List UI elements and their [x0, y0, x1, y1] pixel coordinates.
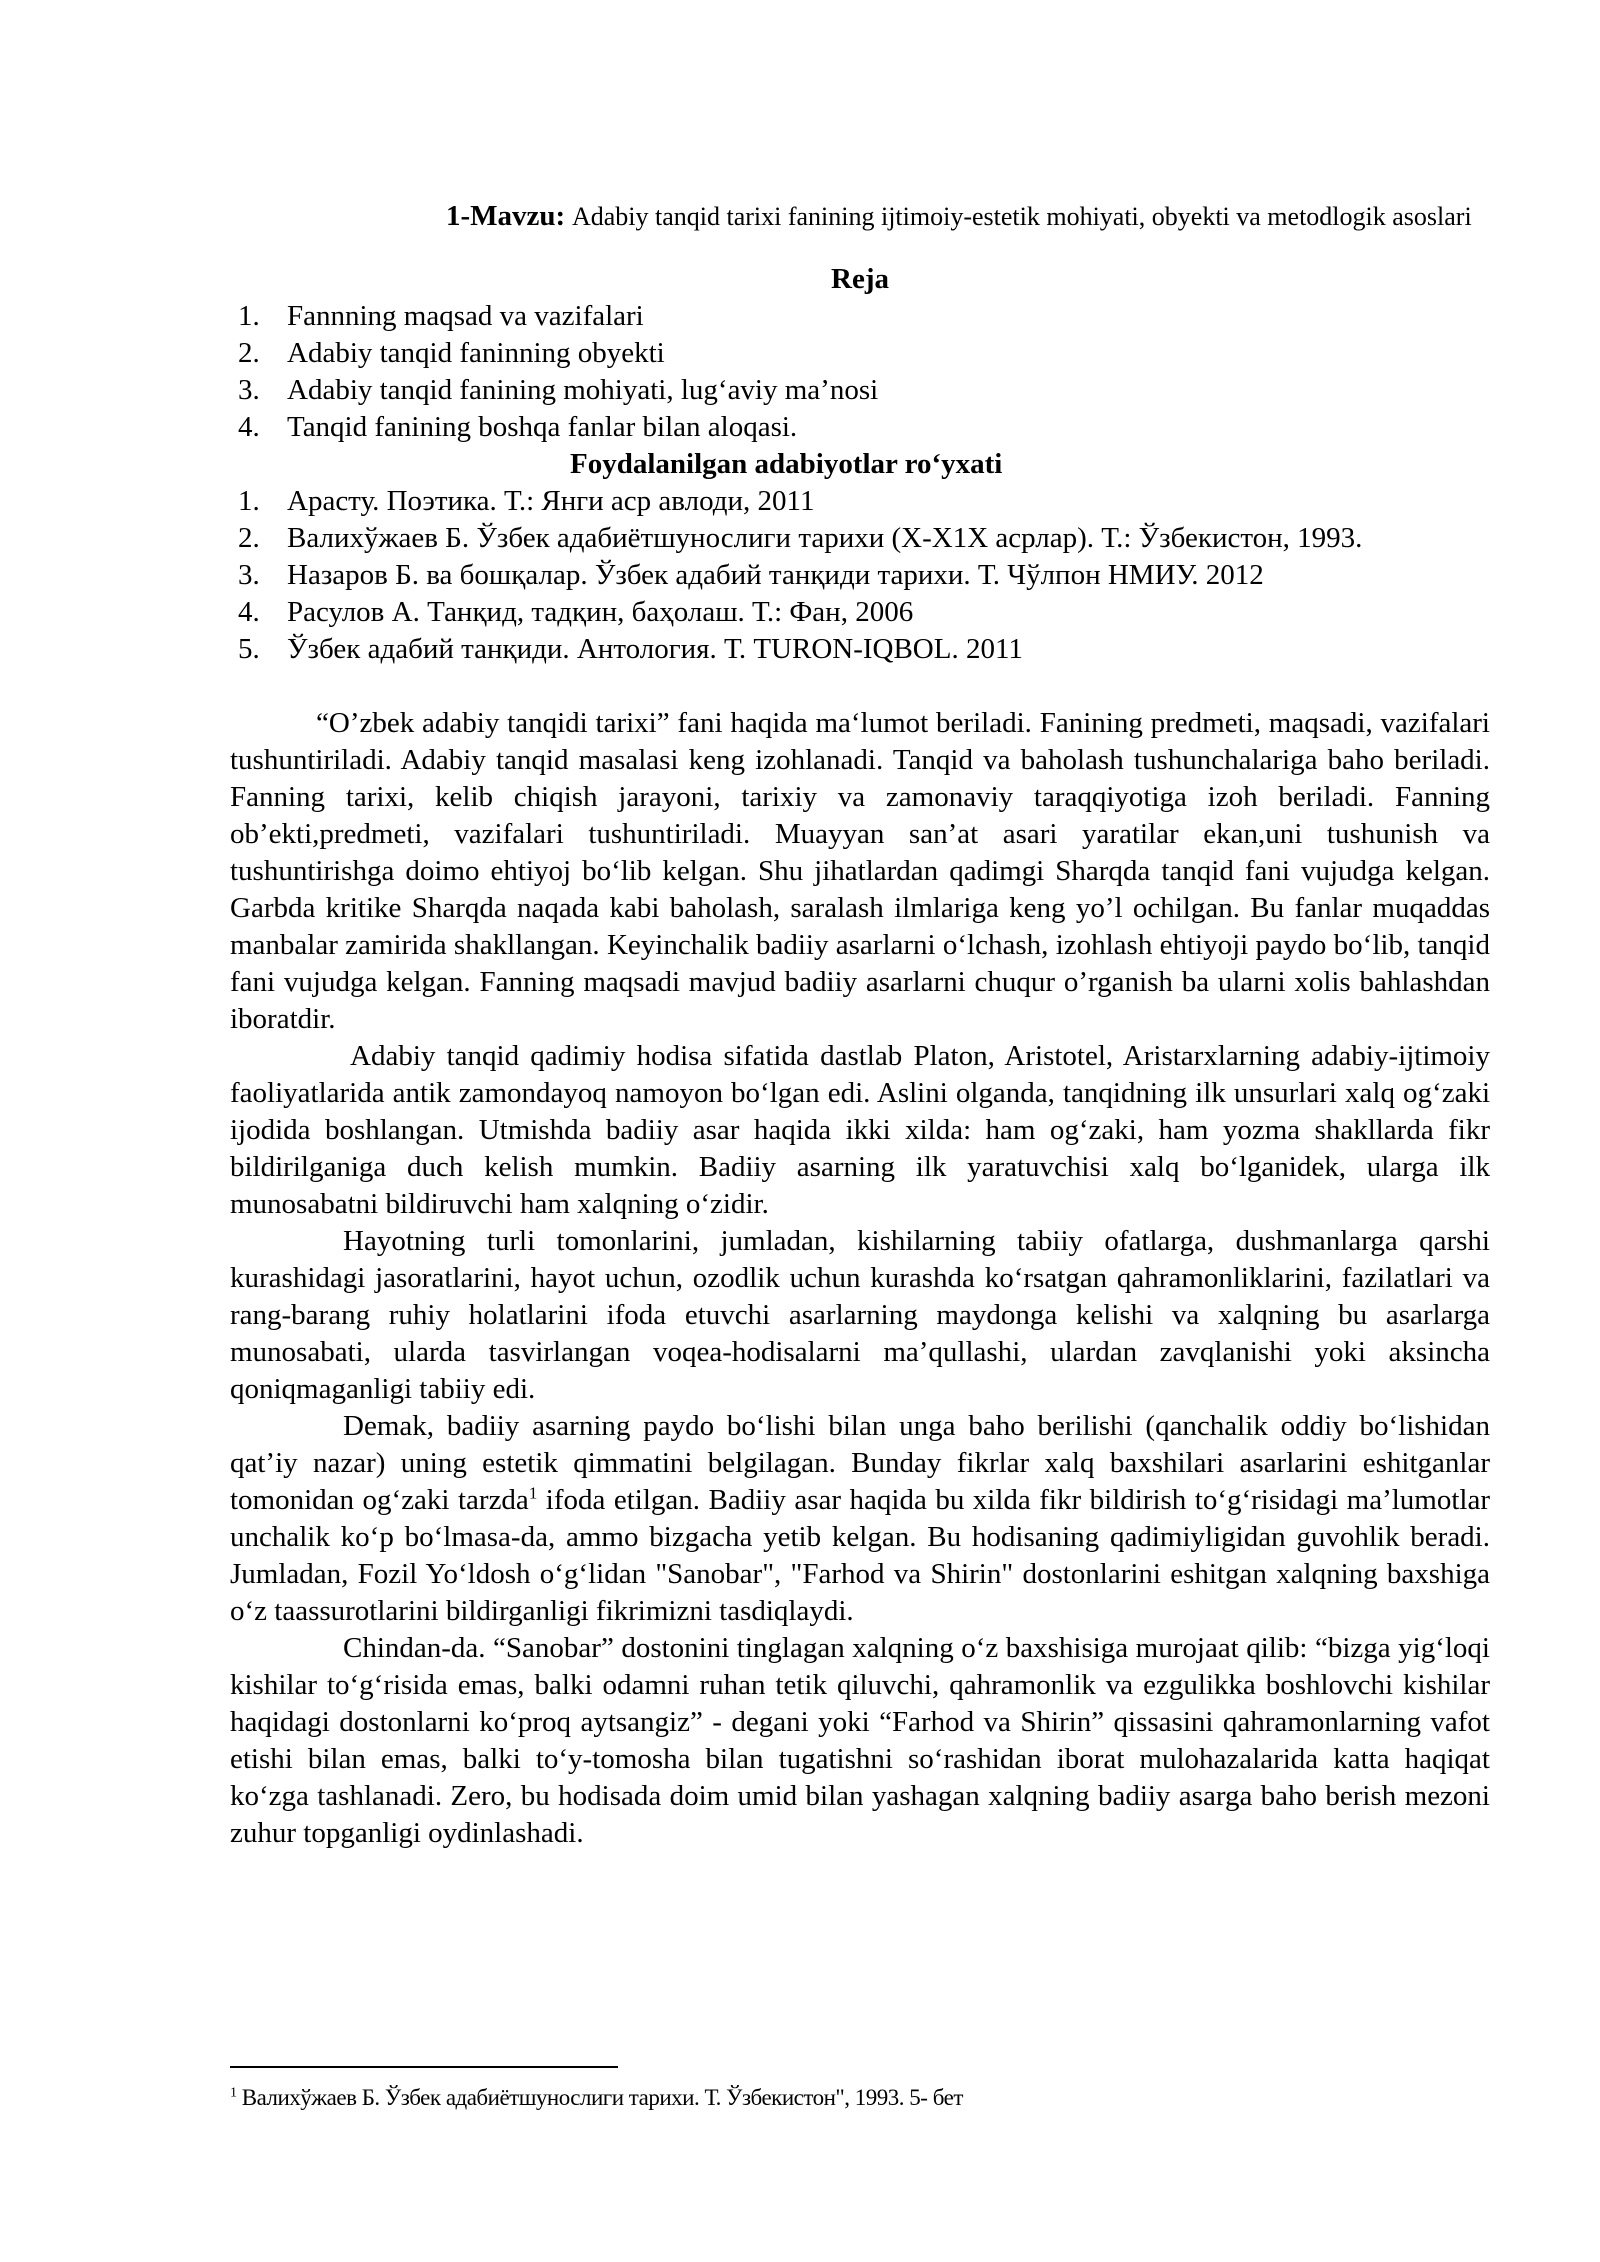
body-paragraph-3: Hayotning turli tomonlarini, jumladan, kishilarning tabiiy ofatlarga, dushmanlarga qarshi kurashidagi jasoratlarini, hayot uchun, ozodlik uchun kurashda ko‘rsatgan qahramonliklarini, fazilatlari va rang-barang ruhiy holatlarini ifoda etuvchi asarlarning maydonga kelishi va xalqning bu asarlarga munosabati, ularda tasvirlangan voqea-hodisalarni ma’qullashi, ulardan zavqlanishi yoki aksincha qoniqmaganligi tabiiy edi. — [230, 1225, 1490, 1405]
list-item-text: Ўзбек адабий танқиди. Антология. Т. TURON-IQBOL. 2011 — [287, 633, 1023, 665]
topic-subject: Adabiy tanqid tarixi fanining ijtimoiy-estetik mohiyati, obyekti va metodlogik asoslari — [571, 202, 1472, 231]
body-text — [230, 705, 1490, 1852]
list-item-number: 2. — [238, 337, 260, 369]
footnote-mark: 1 — [230, 2085, 237, 2101]
list-item — [230, 298, 1490, 335]
list-item — [230, 520, 1490, 557]
document-page — [230, 196, 1490, 1852]
body-paragraph-2: Adabiy tanqid qadimiy hodisa sifatida dastlab Platon, Aristotel, Aristarxlarning adabiy-ijtimoiy faoliyatlarida antik zamondayoq namoyon bo‘lgan edi. Aslini olganda, tanqidning ilk unsurlari xalq og‘zaki ijodida boshlangan. Utmishda badiiy asar haqida ikki xilda: ham og‘zaki, ham yozma shakllarda fikr bildirilganiga duch kelish mumkin. Badiiy asarning ilk yaratuvchisi xalq bo‘lganidek, ularga ilk munosabatni bildiruvchi ham xalqning o‘zidir. — [230, 1040, 1490, 1220]
plan-heading: Reja — [831, 263, 889, 295]
list-item — [230, 631, 1490, 668]
list-item-number: 1. — [238, 300, 260, 332]
footnote-divider — [230, 2066, 618, 2068]
topic-line — [230, 196, 1490, 237]
body-paragraph-1: “O’zbek adabiy tanqidi tarixi” fani haqida ma‘lumot beriladi. Fanining predmeti, maqsadi, vazifalari tushuntiriladi. Adabiy tanqid masalasi keng izohlanadi. Tanqid va baholash tushunchalariga baho beriladi. Fanning tarixi, kelib chiqish jarayoni, tarixiy va zamonaviy taraqqiyotiga izoh beriladi. Fanning ob’ekti,predmeti, vazifalari tushuntiriladi. Muayyan san’at asari yaratilar ekan,uni tushunish va tushuntirishga doimo ehtiyoj bo‘lib kelgan. Shu jihatlardan qadimgi Sharqda tanqid fani vujudga kelgan. Garbda kritike Sharqda naqada kabi baholash, saralash ilmlariga keng yo’l ochilgan. Bu fanlar muqaddas manbalar zamirida shakllangan. Keyinchalik badiiy asarlarni o‘lchash, izohlash ehtiyoji paydo bo‘lib, tanqid fani vujudga kelgan. Fanning maqsadi mavjud badiiy asarlarni chuqur o’rganish ba ularni xolis bahlashdan iboratdir. — [230, 707, 1490, 1035]
list-item-number: 4. — [238, 411, 260, 443]
body-paragraph-4-text: Demak, badiiy asarning paydo bo‘lishi bilan unga baho berilishi (qanchalik oddiy bo‘lishidan qat’iy nazar) uning estetik qimmatini belgilagan. Bunday fikrlar xalq baxshilari asarlarini eshitganlar tomonidan og‘zaki tarzda — [230, 1410, 1490, 1516]
list-item-text: Tanqid fanining boshqa fanlar bilan aloqasi. — [287, 411, 798, 443]
list-item-number: 2. — [238, 522, 260, 554]
list-item — [230, 372, 1490, 409]
list-item-text: Расулов А. Танқид, тадқин, баҳолаш. Т.: Фан, 2006 — [287, 596, 914, 628]
body-paragraph-5: Chindan-da. “Sanobar” dostonini tinglagan xalqning o‘z baxshisiga murojaat qilib: “bizga yig‘loqi kishilar to‘g‘risida emas, balki odamni ruhan tetik qiluvchi, qahramonlik va ezgulikka boshlovchi kishilar haqidagi dostonlarni ko‘proq aytsangiz” - degani yoki “Farhod va Shirin” qissasini qahramonlarning vafot etishi bilan emas, balki to‘y-tomosha bilan tugatishni so‘rashidan iborat mulohazalarida katta haqiqat ko‘zga tashlanadi. Zero, bu hodisada doim umid bilan yashagan xalqning badiiy asarga baho berish mezoni zuhur topganligi oydinlashadi. — [230, 1632, 1490, 1849]
list-item — [230, 483, 1490, 520]
list-item-number: 4. — [238, 596, 260, 628]
list-item-text: Назаров Б. ва бошқалар. Ўзбек адабий танқиди тарихи. Т. Чўлпон НМИУ. 2012 — [287, 559, 1264, 591]
references-heading: Foydalanilgan adabiyotlar ro‘yxati — [570, 448, 1003, 480]
list-item-text: Adabiy tanqid faninning obyekti — [287, 337, 665, 369]
footnote-text: Валихўжаев Б. Ўзбек адабиётшунослиги тарихи. Т. Ўзбекистон", 1993. 5- бет — [236, 2085, 963, 2110]
body-paragraph-4-continuation: ifoda etilgan. Badiiy asar haqida bu xilda fikr bildirish to‘g‘risidagi ma’lumotlar unchalik ko‘p bo‘lmasa-da, ammo bizgacha yetib kelgan. Bu hodisaning qadimiyligidan guvohlik beradi. Jumladan, Fozil Yo‘ldosh o‘g‘lidan "Sanobar", "Farhod va Shirin" dostonlarini eshitgan xalqning baxshiga o‘z taassurotlarini bildirganligi fikrimizni tasdiqlaydi. — [230, 1484, 1490, 1627]
references-list — [230, 483, 1490, 668]
list-item-number: 3. — [238, 374, 260, 406]
list-item-number: 1. — [238, 485, 260, 517]
list-item — [230, 594, 1490, 631]
body-paragraph-4 — [230, 1408, 1490, 1630]
topic-lead: 1-Mavzu: — [446, 200, 566, 232]
list-item — [230, 335, 1490, 372]
plan-list — [230, 298, 1490, 446]
footnote-reference[interactable]: 1 — [528, 1483, 538, 1503]
list-item — [230, 557, 1490, 594]
list-item-number: 3. — [238, 559, 260, 591]
footnote — [230, 2083, 963, 2113]
list-item — [230, 409, 1490, 446]
list-item-text: Fannning maqsad va vazifalari — [287, 300, 644, 332]
list-item-text: Валихўжаев Б. Ўзбек адабиётшунослиги тарихи (X-X1X асрлар). Т.: Ўзбекистон, 1993. — [287, 522, 1363, 554]
list-item-number: 5. — [238, 633, 260, 665]
list-item-text: Adabiy tanqid fanining mohiyati, lug‘aviy ma’nosi — [287, 374, 879, 406]
list-item-text: Арасту. Поэтика. Т.: Янги аср авлоди, 2011 — [287, 485, 815, 517]
